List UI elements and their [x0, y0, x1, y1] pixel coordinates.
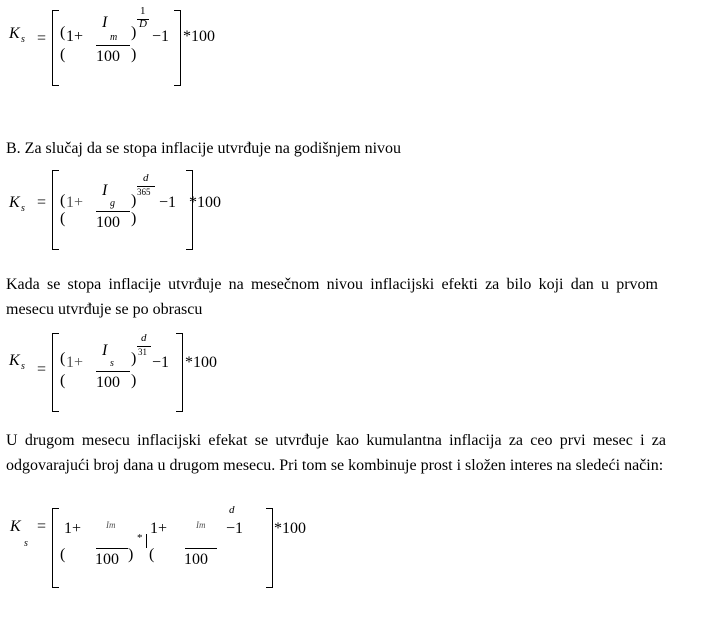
paragraph-monthly: Kada se stopa inflacije utvrđuje na mesečnom nivou inflacijski efekti za bilo koji dan u prvom mesecu utvrđuje se po obrascu — [6, 276, 658, 318]
formula-lhs-subscript: s — [21, 361, 25, 372]
fraction-denominator: 100 — [96, 214, 120, 231]
paren-left-1: ( — [60, 546, 66, 563]
formula-equals: = — [37, 518, 47, 535]
exponent: d — [229, 504, 235, 516]
formula-equals: = — [37, 194, 47, 211]
formula-equals: = — [37, 361, 47, 378]
bracket-right — [182, 333, 183, 412]
paren-left-lower: ( — [60, 46, 66, 63]
fraction-line — [96, 211, 130, 212]
paren-left-lower: ( — [60, 210, 66, 227]
minus-one: −1 — [226, 520, 244, 537]
one-plus-1: 1+ — [64, 520, 82, 537]
exponent-denominator: D — [139, 18, 147, 30]
heading-b: B. Za slučaj da se stopa inflacije utvrđuje na godišnjem nivou — [6, 140, 402, 157]
one-plus-2: 1+ — [150, 520, 168, 537]
formula-lhs-subscript: s — [21, 203, 25, 214]
bracket-left — [52, 333, 53, 412]
fraction-line — [96, 45, 130, 46]
fraction-1-numerator: Im — [106, 520, 116, 530]
paren-right: ) — [131, 350, 137, 367]
bracket-right — [180, 10, 181, 86]
formula-c — [0, 330, 260, 425]
formula-lhs: K — [9, 194, 20, 211]
exponent-numerator: 1 — [140, 5, 146, 17]
fraction-numerator-subscript: g — [110, 198, 115, 209]
times-hundred: *100 — [183, 28, 215, 45]
paren-left: ( — [60, 350, 66, 367]
paren-right: ) — [131, 24, 137, 41]
fraction-denominator: 100 — [96, 374, 120, 391]
formula-lhs: K — [9, 352, 20, 369]
formula-lhs-subscript: s — [24, 538, 28, 549]
formula-lhs: K — [10, 518, 21, 535]
fraction-2-line — [185, 548, 217, 549]
exponent-denominator: 365 — [137, 187, 151, 197]
formula-a — [0, 0, 260, 95]
paren-right-lower: ) — [131, 46, 137, 63]
fraction-numerator: I — [102, 14, 108, 31]
exponent-numerator: d — [143, 172, 149, 184]
paren-left: ( — [60, 192, 66, 209]
bracket-left — [52, 170, 53, 250]
paren-left: ( — [60, 24, 66, 41]
one-plus: 1+ — [66, 354, 84, 371]
fraction-numerator-subscript: s — [110, 358, 114, 369]
fraction-denominator: 100 — [96, 48, 120, 65]
paren-right: ) — [131, 192, 137, 209]
paren-left-2: ( — [149, 546, 155, 563]
minus-one: −1 — [152, 28, 170, 45]
fraction-1-line — [96, 548, 128, 549]
fraction-2-denominator: 100 — [184, 551, 208, 568]
paren-right-1: ) — [128, 546, 134, 563]
fraction-numerator-subscript: m — [110, 32, 118, 43]
fraction-2-numerator: Im — [196, 520, 206, 530]
exponent-denominator: 31 — [138, 347, 147, 357]
paren-right-lower: ) — [131, 210, 137, 227]
formula-lhs: K — [9, 25, 20, 42]
bracket-left — [52, 508, 53, 588]
fraction-numerator: I — [102, 182, 108, 199]
fraction-1-denominator: 100 — [95, 551, 119, 568]
times-hundred: *100 — [189, 194, 221, 211]
paren-right-lower: ) — [131, 372, 137, 389]
times-sign: * — [137, 532, 143, 544]
fraction-numerator: I — [102, 342, 108, 359]
paragraph-second-month: U drugom mesecu inflacijski efekat se utvrđuje kao kumulantna inflacija za ceo prvi mesec i za odgovarajući broj dana u drugom mesecu. Pri tom se kombinuje prost i složen interes na sledeći način: — [6, 432, 666, 474]
formula-equals: = — [37, 30, 47, 47]
paren-left-lower: ( — [60, 372, 66, 389]
exponent-numerator: d — [141, 332, 147, 344]
formula-b — [0, 168, 260, 263]
bracket-right — [272, 508, 273, 588]
bracket-left — [52, 10, 53, 86]
one-plus: 1+ — [66, 194, 84, 211]
minus-one: −1 — [152, 354, 170, 371]
minus-one: −1 — [159, 194, 177, 211]
mid-bar — [146, 534, 147, 548]
formula-d — [0, 500, 330, 595]
times-hundred: *100 — [185, 354, 217, 371]
formula-lhs-subscript: s — [21, 34, 25, 45]
fraction-line — [96, 371, 130, 372]
times-hundred: *100 — [274, 520, 306, 537]
one-plus: 1+ — [66, 28, 84, 45]
